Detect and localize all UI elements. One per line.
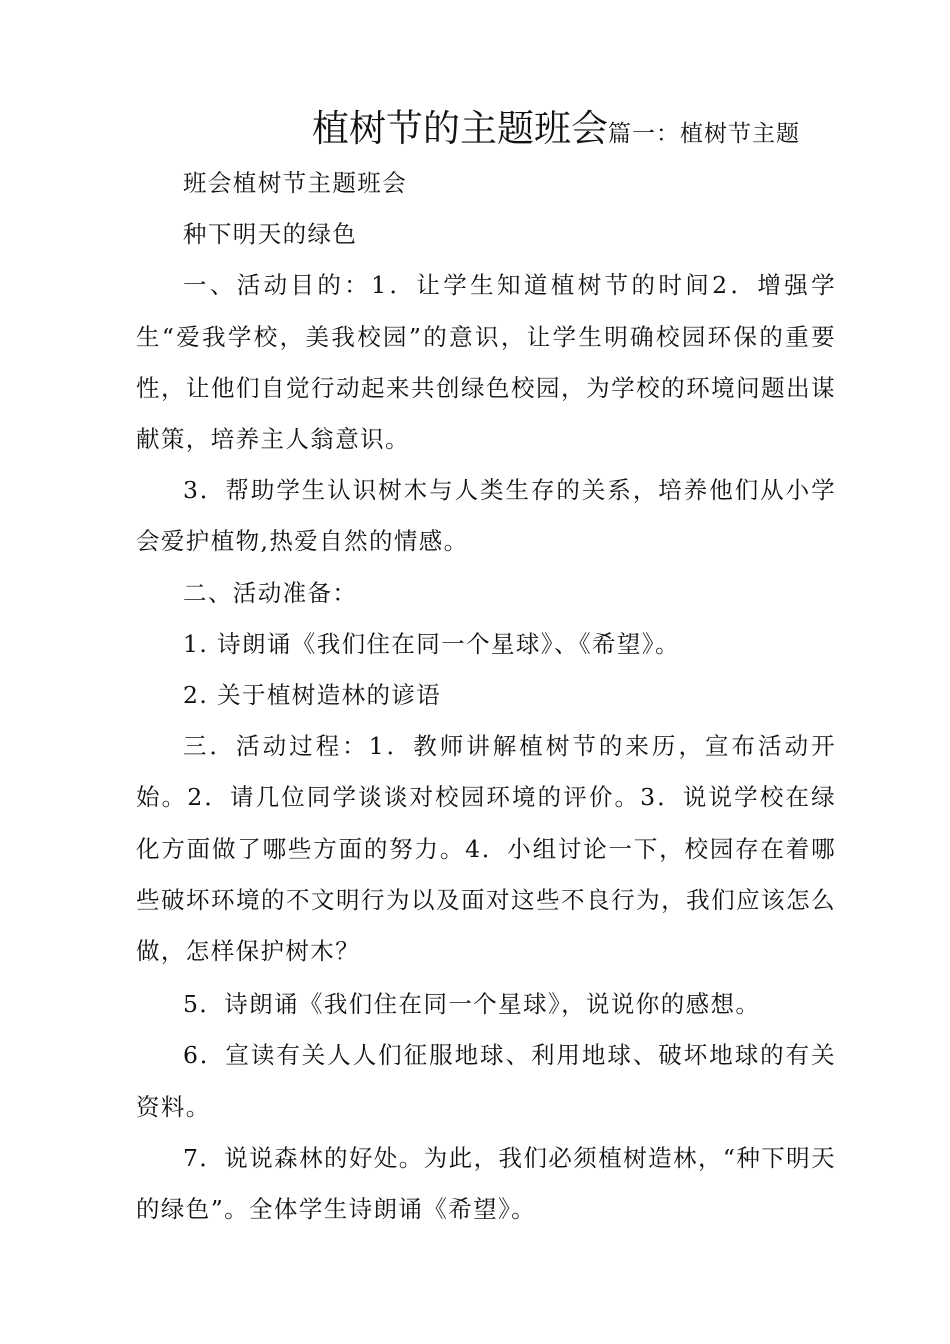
paragraph: 一、活动目的：1．让学生知道植树节的时间2．增强学生“爱我学校，美我校园”的意识，让学生明确校园环保的重要性，让他们自觉行动起来共创绿色校园，为学校的环境问题出谋献策，培养主人翁意识。: [136, 271, 836, 454]
document-subtitle: 篇一：植树节主题: [608, 121, 800, 147]
paragraph: 5．诗朗诵《我们住在同一个星球》，说说你的感想。: [183, 990, 761, 1019]
document-title: 植树节的主题班会: [312, 107, 608, 150]
paragraph: 7．说说森林的好处。为此，我们必须植树造林，“种下明天的绿色”。全体学生诗朗诵《希望》。: [136, 1143, 836, 1224]
paragraph: 2. 关于植树造林的谚语: [183, 681, 442, 710]
paragraph: 班会植树节主题班会: [183, 169, 408, 197]
paragraph: 6．宣读有关人人们征服地球、利用地球、破坏地球的有关资料。: [136, 1041, 836, 1121]
paragraph: 二、活动准备：: [183, 578, 358, 607]
document-body: [136, 158, 836, 1235]
paragraph: 1. 诗朗诵《我们住在同一个星球》、《希望》。: [183, 629, 680, 658]
paragraph: 3．帮助学生认识树木与人类生存的关系，培养他们从小学会爱护植物,热爱自然的情感。: [136, 476, 836, 556]
title-line: [312, 98, 800, 152]
paragraph: 三．活动过程：1．教师讲解植树节的来历，宣布活动开始。2．请几位同学谈谈对校园环境的评价。3．说说学校在绿化方面做了哪些方面的努力。4．小组讨论一下，校园存在着哪些破坏环境的不文明行为以及面对这些不良行为，我们应该怎么做，怎样保护树木？: [136, 732, 836, 966]
paragraph: 种下明天的绿色: [183, 220, 358, 249]
